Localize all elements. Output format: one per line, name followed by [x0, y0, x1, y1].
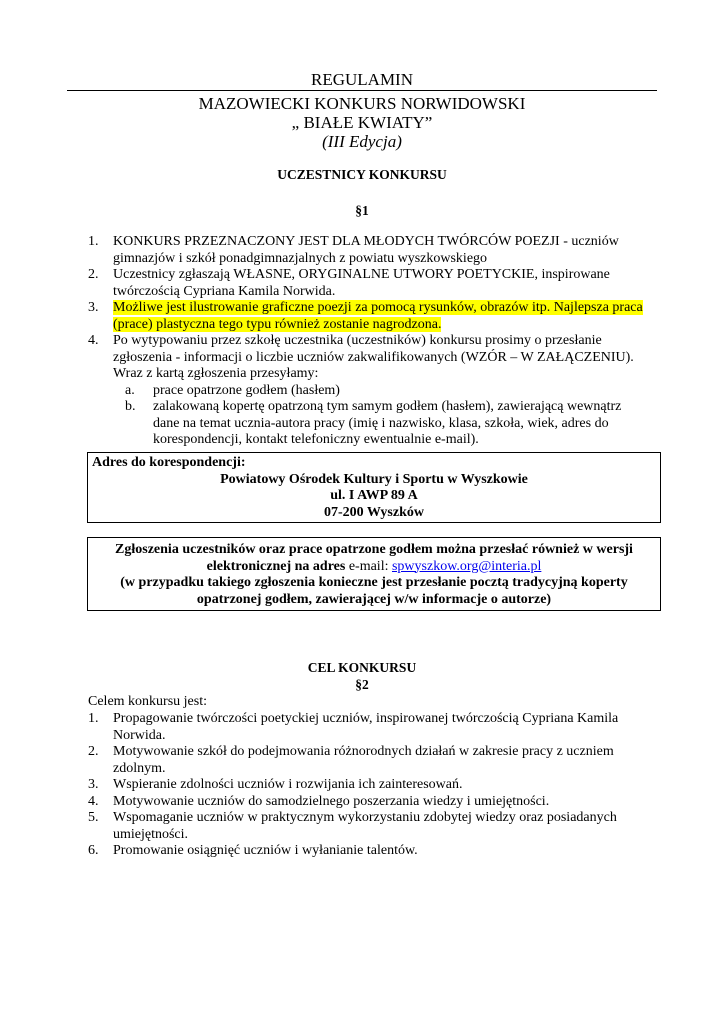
list-num: 2.: [88, 267, 99, 282]
address-line: ul. I AWP 89 A: [330, 488, 418, 503]
list-num: 1.: [88, 711, 99, 726]
address-line: Powiatowy Ośrodek Kultury i Sportu w Wyszkowie: [220, 471, 528, 487]
address-line: 07-200 Wyszków: [324, 504, 424, 520]
section1-list: [88, 234, 648, 449]
list-text: Promowanie osiągnięć uczniów i wyłanianie talentów.: [113, 843, 418, 858]
list-num: 3.: [88, 300, 99, 315]
contest-name: MAZOWIECKI KONKURS NORWIDOWSKI: [198, 94, 526, 113]
list-item: [88, 267, 648, 300]
edition-label: (III Edycja): [322, 132, 402, 151]
highlighted-text: Możliwe jest ilustrowanie graficzne poezji za pomocą rysunków, obrazów itp. Najlepsza praca (prace) plastyczna tego typu również zostanie nagrodzona.: [113, 300, 643, 332]
sub-list-text: zalakowaną kopertę opatrzoną tym samym godłem (hasłem), zawierającą wewnątrz dane na temat ucznia-autora pracy (imię i nazwisko, klasa, szkoła, wiek, adres do korespondencji, kontakt telefoniczny ewentualnie e-mail).: [153, 399, 622, 447]
sub-list-num: a.: [125, 382, 135, 398]
list-num: 3.: [88, 777, 99, 792]
list-num: 5.: [88, 810, 99, 825]
list-item: [88, 711, 648, 744]
section1-para: §1: [355, 203, 369, 218]
list-num: 4.: [88, 333, 99, 348]
list-item: [88, 794, 648, 811]
list-text: Uczestnicy zgłaszają WŁASNE, ORYGINALNE UTWORY POETYCKIE, inspirowane twórczością Cypriana Kamila Norwida.: [113, 267, 610, 299]
address-box: [87, 452, 661, 523]
sub-list-item: [125, 383, 648, 400]
list-num: 6.: [88, 843, 99, 858]
list-text: Propagowanie twórczości poetyckiej uczniów, inspirowanej twórczością Cypriana Kamila Norwida.: [113, 711, 619, 743]
list-text: Wspomaganie uczniów w praktycznym wykorzystaniu zdobytej wiedzy oraz posiadanych umiejętności.: [113, 810, 617, 842]
section2-intro: Celem konkursu jest:: [88, 694, 207, 709]
email-box: [87, 537, 661, 611]
email-box-text: Zgłoszenia uczestników oraz prace opatrzone godłem można przesłać również w wersji elektronicznej na adres: [115, 542, 633, 574]
list-text: Motywowanie uczniów do samodzielnego poszerzania wiedzy i umiejętności.: [113, 793, 550, 809]
sub-list-num: b.: [125, 399, 136, 414]
list-num: 2.: [88, 744, 99, 759]
contest-subtitle: „ BIAŁE KWIATY”: [291, 113, 433, 132]
list-num: 4.: [88, 793, 99, 809]
list-item: [88, 234, 648, 267]
list-text: KONKURS PRZEZNACZONY JEST DLA MŁODYCH TWÓRCÓW POEZJI - uczniów gimnazjów i szkół ponadgimnazjalnych z powiatu wyszkowskiego: [113, 234, 619, 266]
sub-list-text: prace opatrzone godłem (hasłem): [153, 382, 340, 398]
list-num: 1.: [88, 234, 99, 249]
sub-list-item: [125, 399, 648, 449]
doc-title: REGULAMIN: [311, 70, 413, 89]
list-text: Wspieranie zdolności uczniów i rozwijania ich zainteresowań.: [113, 777, 463, 792]
list-text: Po wytypowaniu przez szkołę uczestnika (uczestników) konkursu prosimy o przesłanie zgłoszenia - informacji o liczbie uczniów zakwalifikowanych (WZÓR – W ZAŁĄCZENIU). Wraz z kartą zgłoszenia przesyłamy:: [113, 333, 634, 381]
list-item: [88, 333, 648, 449]
list-item: [88, 300, 648, 333]
email-box-note: (w przypadku takiego zgłoszenia konieczne jest przesłanie pocztą tradycyjną koperty opatrzonej godłem, zawierającej w/w informacje o autorze): [120, 575, 628, 607]
list-item: [88, 843, 648, 860]
sub-list: [113, 383, 648, 449]
section2-para: §2: [355, 677, 369, 692]
email-link[interactable]: spwyszkow.org@interia.pl: [391, 558, 542, 574]
address-label: Adres do korespondencji:: [92, 455, 246, 470]
section2-heading: CEL KONKURSU: [307, 660, 417, 675]
section2-list: [88, 711, 648, 860]
list-item: [88, 744, 648, 777]
list-item: [88, 777, 648, 794]
email-label: e-mail:: [345, 558, 392, 574]
title-rule: [67, 90, 657, 91]
list-item: [88, 810, 648, 843]
list-text: Motywowanie szkół do podejmowania różnorodnych działań w zakresie pracy z uczniem zdolnym.: [113, 744, 614, 776]
section1-heading: UCZESTNICY KONKURSU: [277, 167, 447, 182]
